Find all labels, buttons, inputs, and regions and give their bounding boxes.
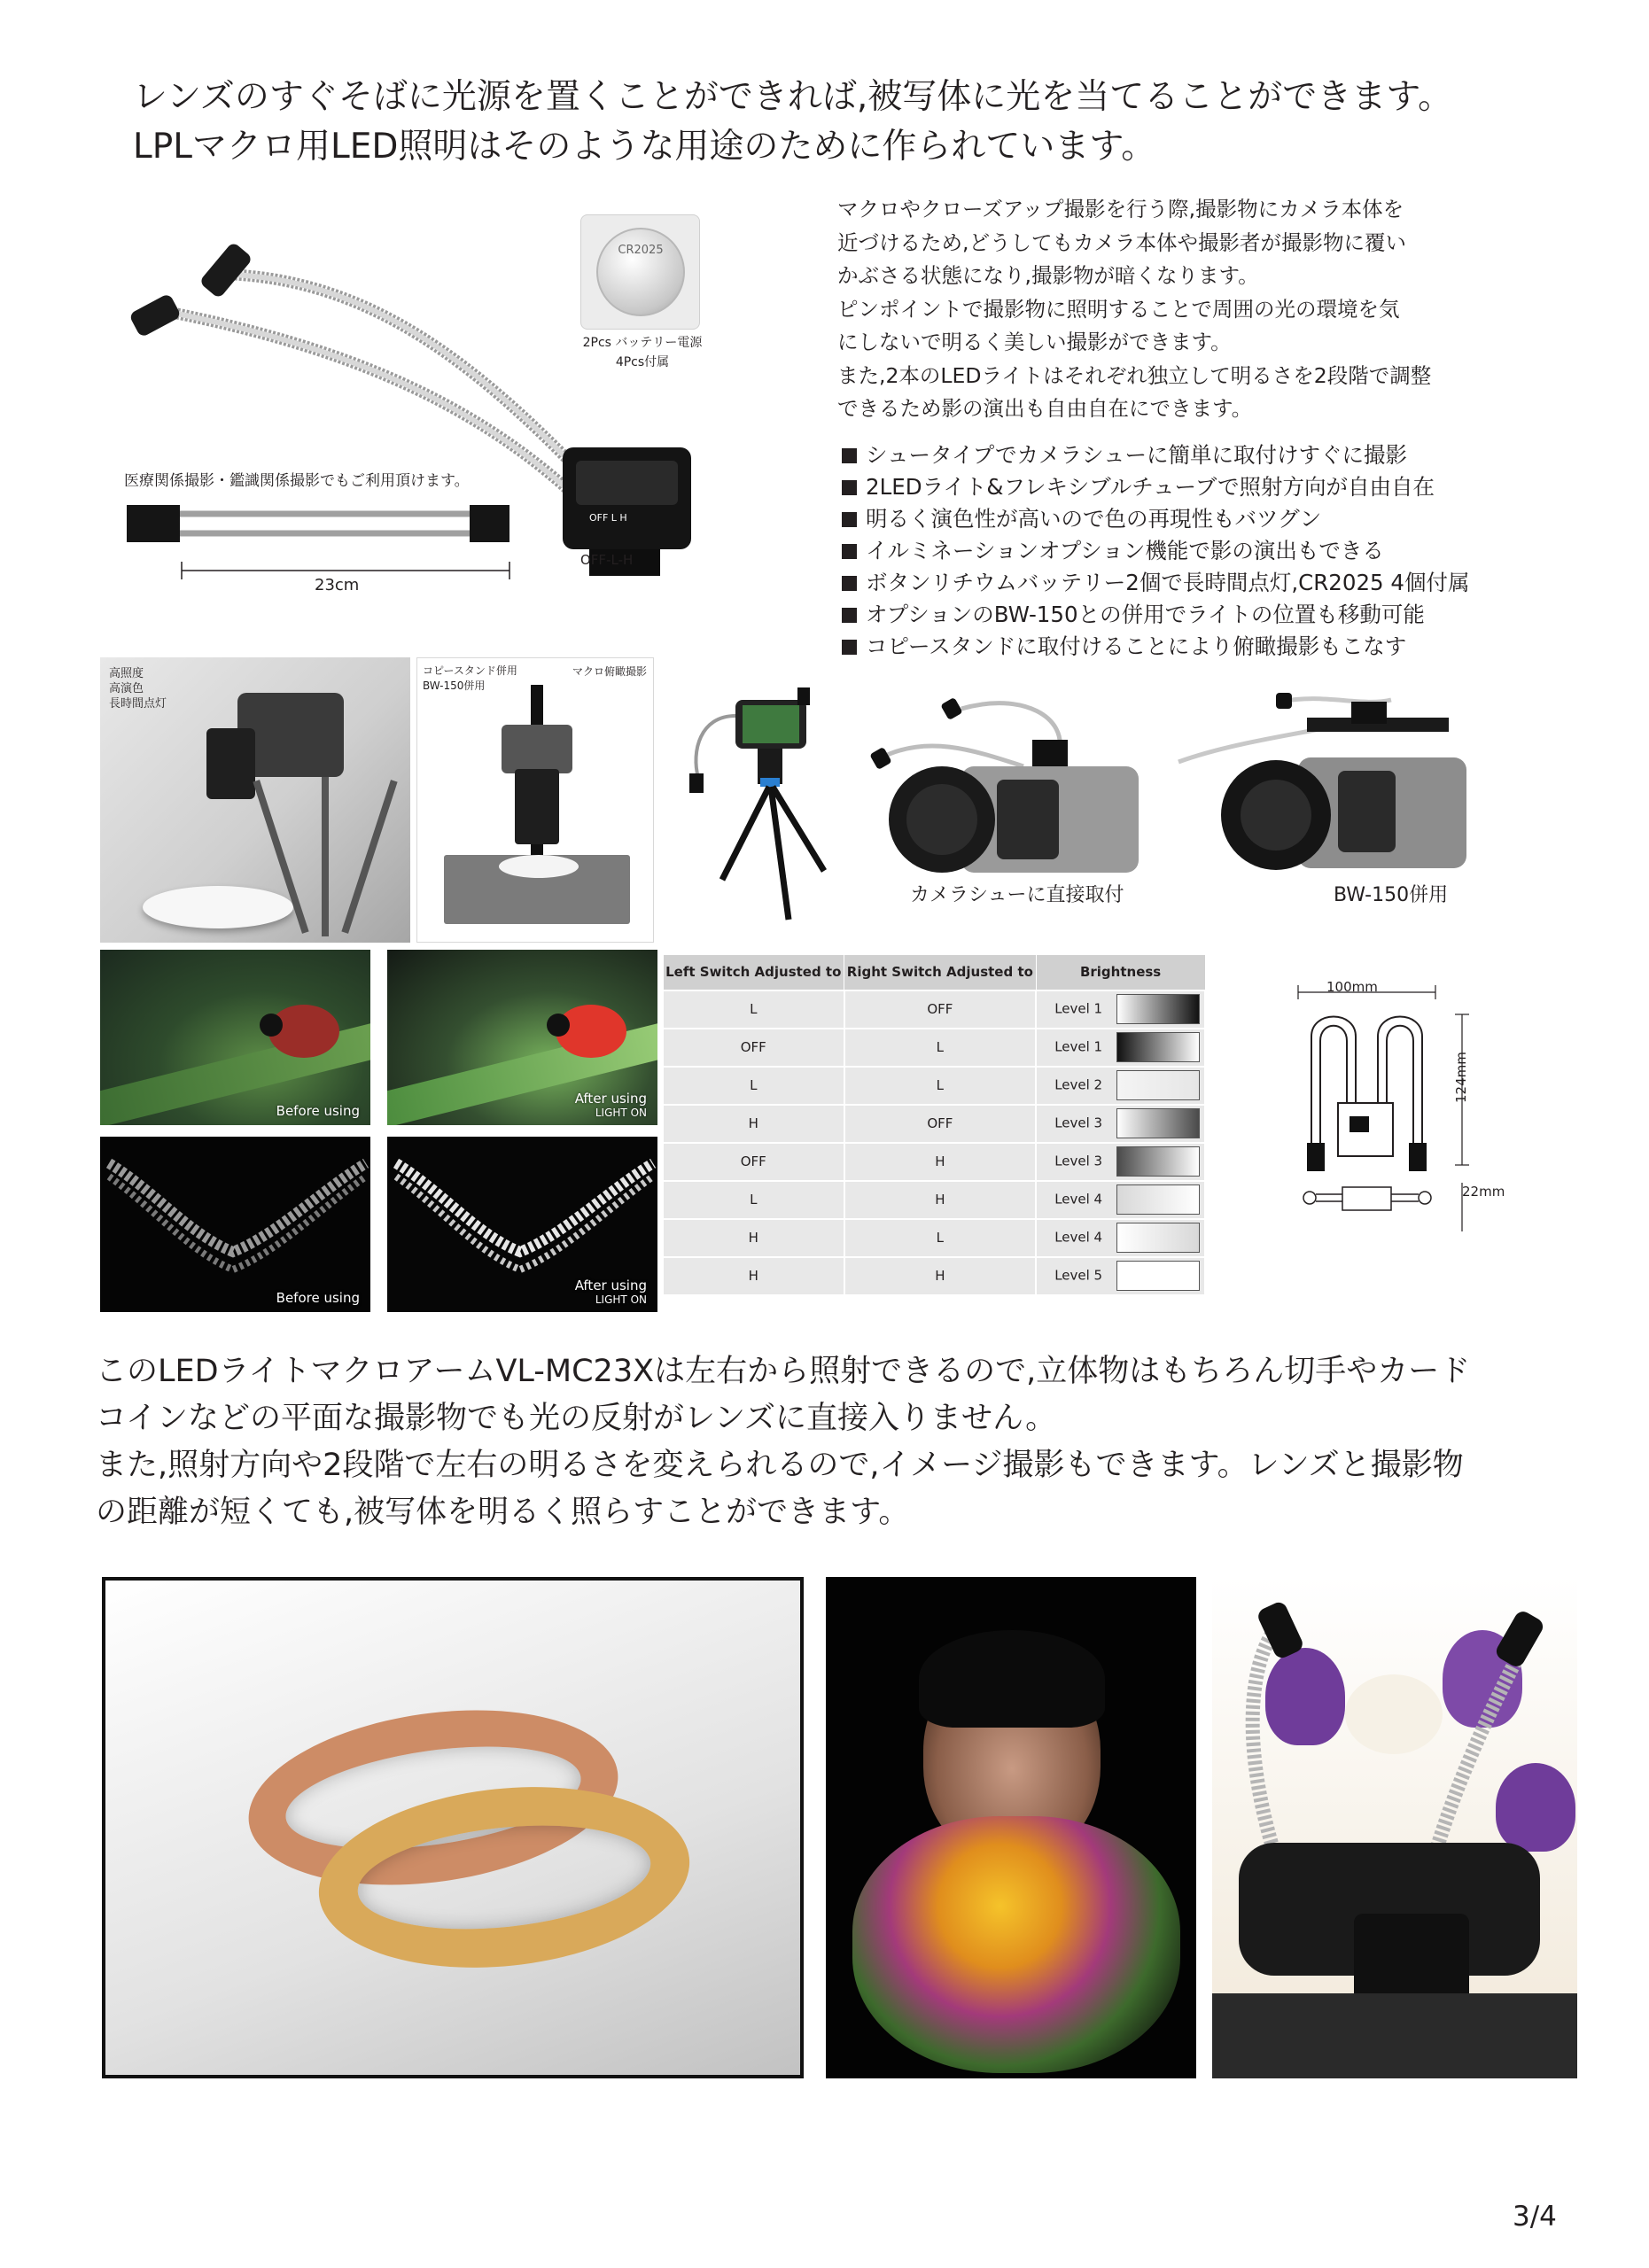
caption-before: Before using (276, 1103, 360, 1119)
column-header: Left Switch Adjusted to (663, 955, 844, 990)
brightness-cell: Level 2 (1036, 1067, 1205, 1105)
right-switch-cell: OFF (844, 1105, 1037, 1143)
feature-item: ボタンリチウムバッテリー2個で長時間点灯,CR2025 4個付属 (842, 567, 1470, 599)
switch-label: OFF-L-H (580, 552, 634, 568)
description-line: できるため影の演出も自由自在にできます。 (837, 396, 1253, 421)
usage-photo-tripod (100, 657, 410, 943)
photo-label: マクロ俯瞰撮影 (572, 665, 648, 678)
table-row (663, 1067, 1205, 1105)
dimension-height: 124mm (1453, 1052, 1469, 1103)
turntable (499, 855, 579, 878)
camera-lens (515, 769, 559, 844)
description-line: かぶさる状態になり,撮影物が暗くなります。 (837, 263, 1259, 288)
table-header-row (663, 955, 1205, 990)
column-header: Brightness (1036, 955, 1205, 990)
right-switch-cell: OFF (844, 990, 1037, 1029)
medical-note: 医療関係撮影・鑑識関係撮影でもご利用頂けます。 (124, 472, 470, 490)
bullet-square-icon (842, 544, 857, 559)
body-text (96, 1348, 1470, 1536)
camera-shoe-image (864, 682, 1156, 904)
battery-caption-1: 2Pcs バッテリー電源 (582, 336, 703, 350)
ladybug-after-photo (387, 950, 657, 1125)
left-switch-cell: L (663, 1067, 844, 1105)
feature-item: 2LEDライト&フレキシブルチューブで照射方向が自由自在 (842, 471, 1470, 503)
gradient-swatch (1116, 1032, 1200, 1062)
right-switch-cell: L (844, 1219, 1037, 1257)
headline-line-1: レンズのすぐそばに光源を置くことができれば,被写体に光を当てることができます。 (133, 77, 1453, 117)
brightness-cell: Level 3 (1036, 1105, 1205, 1143)
bullet-square-icon (842, 448, 857, 463)
right-switch-cell: H (844, 1257, 1037, 1295)
description-line: マクロやクローズアップ撮影を行う際,撮影物にカメラ本体を (837, 197, 1404, 221)
ladybug-head (260, 1014, 283, 1037)
necklace-after-photo (387, 1137, 657, 1312)
rings-photo (102, 1577, 804, 2078)
dimension-depth: 22mm (1462, 1184, 1505, 1200)
description (837, 193, 1511, 426)
battery-caption-2: 4Pcs付属 (615, 355, 670, 369)
left-switch-cell: OFF (663, 1029, 844, 1067)
portrait-flowers-photo (826, 1577, 1196, 2078)
tripod-leg (322, 777, 329, 936)
table-row (663, 990, 1205, 1029)
bullet-square-icon (842, 576, 857, 591)
body-text-line: また,照射方向や2段階で左右の明るさを変えられるので,イメージ撮影もできます。レンズと撮影物 (96, 1448, 1464, 1483)
gradient-swatch (1116, 1108, 1200, 1138)
photo-label: 高照度 高演色 長時間点灯 (109, 667, 167, 711)
caption-after: After using (574, 1278, 647, 1293)
brightness-cell: Level 3 (1036, 1143, 1205, 1181)
gradient-swatch (1116, 1070, 1200, 1100)
table-row (663, 1257, 1205, 1295)
brightness-cell: Level 1 (1036, 990, 1205, 1029)
feature-list (842, 439, 1470, 663)
caption-light-on: LIGHT ON (595, 1293, 647, 1306)
usage-photo-copystand (416, 657, 654, 943)
brightness-cell: Level 1 (1036, 1029, 1205, 1067)
flower-bouquet (852, 1816, 1180, 2073)
description-line: また,2本のLEDライトはそれぞれ独立して明るさを2段階で調整 (837, 362, 1432, 388)
caption-bw150: BW-150併用 (1334, 884, 1449, 906)
dimension-width: 100mm (1326, 979, 1378, 995)
gradient-swatch (1116, 994, 1200, 1024)
hair (919, 1630, 1105, 1728)
table-row (663, 1029, 1205, 1067)
left-switch-cell: H (663, 1257, 844, 1295)
caption-camera-shoe: カメラシューに直接取付 (910, 884, 1124, 906)
feature-item: コピースタンドに取付けることにより俯瞰撮影もこなす (842, 631, 1470, 663)
brightness-cell: Level 4 (1036, 1219, 1205, 1257)
table-row (663, 1219, 1205, 1257)
page-number: 3/4 (1513, 2201, 1557, 2233)
caption-light-on: LIGHT ON (595, 1107, 647, 1119)
left-switch-cell: H (663, 1105, 844, 1143)
dimension-drawing (1258, 975, 1489, 1240)
tripod-leg (341, 780, 397, 934)
left-switch-cell: L (663, 990, 844, 1029)
table-row (663, 1181, 1205, 1219)
bullet-square-icon (842, 640, 857, 655)
gradient-swatch (1116, 1223, 1200, 1253)
switch-mark: OFF L H (589, 512, 627, 524)
right-switch-cell: L (844, 1029, 1037, 1067)
description-line: 近づけるため,どうしてもカメラ本体や撮影者が撮影物に覆い (837, 229, 1406, 255)
description-line: にしないで明るく美しい撮影ができます。 (837, 330, 1232, 354)
bullet-square-icon (842, 480, 857, 495)
feature-item: 明るく演色性が高いので色の再現性もバツグン (842, 503, 1470, 535)
necklace-graphic (100, 1137, 370, 1312)
bullet-square-icon (842, 512, 857, 527)
coin-cell-label: CR2025 (618, 244, 664, 257)
battery-image (580, 214, 700, 330)
phone-tripod-image (673, 680, 833, 928)
right-switch-cell: H (844, 1181, 1037, 1219)
caption-before: Before using (276, 1290, 360, 1306)
camera-flowers-photo (1212, 1577, 1577, 2078)
brightness-cell: Level 4 (1036, 1181, 1205, 1219)
body-text-line: このLEDライトマクロアームVL-MC23Xは左右から照射できるので,立体物はもちろん切手やカード (96, 1354, 1471, 1389)
gradient-swatch (1116, 1184, 1200, 1215)
turntable (143, 886, 293, 928)
right-switch-cell: H (844, 1143, 1037, 1181)
necklace-before-photo (100, 1137, 370, 1312)
brightness-table (662, 954, 1206, 1296)
bullet-square-icon (842, 608, 857, 623)
table-row (663, 1143, 1205, 1181)
length-label: 23cm (315, 576, 360, 594)
left-switch-cell: H (663, 1219, 844, 1257)
brightness-cell: Level 5 (1036, 1257, 1205, 1295)
table-row (663, 1105, 1205, 1143)
ladybug-before-photo (100, 950, 370, 1125)
description-line: ピンポイントで撮影物に照明することで周囲の光の環境を気 (837, 296, 1400, 322)
body-text-line: コインなどの平面な撮影物でも光の反射がレンズに直接入りません。 (96, 1401, 1057, 1436)
camera-body (502, 725, 572, 773)
gradient-swatch (1116, 1261, 1200, 1291)
feature-item: オプションのBW-150との併用でライトの位置も移動可能 (842, 599, 1470, 631)
feature-item: シュータイプでカメラシューに簡単に取付けすぐに撮影 (842, 439, 1470, 471)
column-header: Right Switch Adjusted to (844, 955, 1037, 990)
camera-bw150-image (1174, 682, 1493, 904)
camera-lens (206, 728, 255, 799)
caption-after: After using (574, 1091, 647, 1107)
left-switch-cell: OFF (663, 1143, 844, 1181)
headline-line-2: LPLマクロ用LED照明はそのような用途のために作られています。 (133, 127, 1156, 167)
ladybug-head (547, 1014, 570, 1037)
photo-label: コピースタンド併用 BW-150併用 (423, 664, 517, 692)
gradient-swatch (1116, 1146, 1200, 1177)
body-text-line: の距離が短くても,被写体を明るく照らすことができます。 (96, 1495, 910, 1530)
left-switch-cell: L (663, 1181, 844, 1219)
right-switch-cell: L (844, 1067, 1037, 1105)
coin-cell (596, 228, 685, 316)
feature-item: イルミネーションオプション機能で影の演出もできる (842, 535, 1470, 567)
camera-body (1212, 1993, 1577, 2078)
